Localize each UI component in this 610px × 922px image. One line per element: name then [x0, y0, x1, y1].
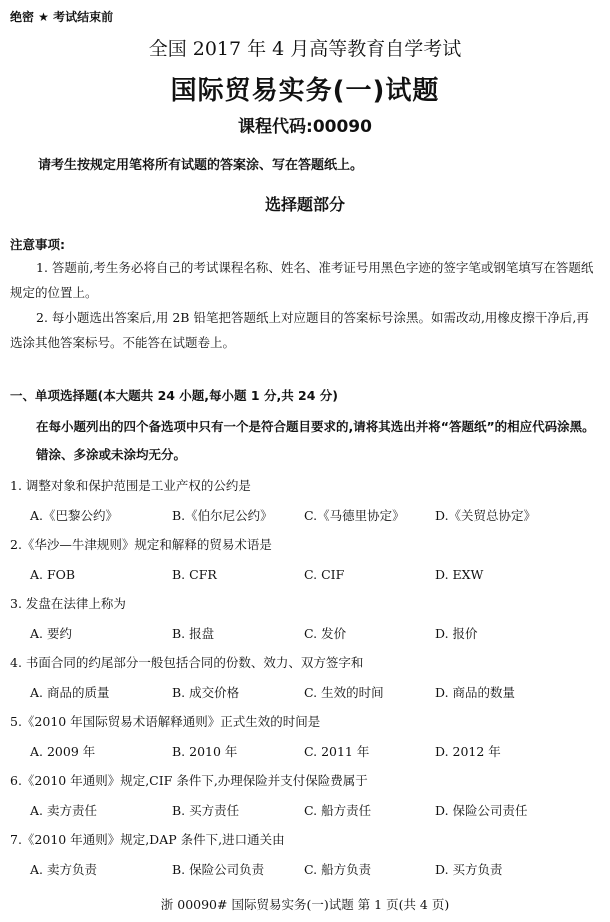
option-b: B. 2010 年	[172, 744, 238, 759]
exam-title: 全国 2017 年 4 月高等教育自学考试	[148, 38, 462, 60]
option-a: A. 要约	[30, 626, 72, 641]
option-d: D. 买方负责	[435, 862, 503, 877]
option-c: C. 船方负责	[304, 862, 372, 877]
section-instruction: 在每小题列出的四个备选项中只有一个是符合题目要求的,请将其选出并将“答题纸”的相应代码涂黑。错涂、多涂或未涂均无分。	[36, 419, 595, 462]
question-options	[10, 681, 600, 710]
option-c: C. 发价	[304, 626, 347, 641]
answer-notice: 请考生按规定用笔将所有试题的答案涂、写在答题纸上。	[38, 158, 364, 173]
attention-item-2: 2. 每小题选出答案后,用 2B 铅笔把答题纸上对应题目的答案标号涂黑。如需改动,用橡皮擦干净后,再选涂其他答案标号。不能答在试题卷上。	[10, 310, 589, 350]
question-2	[10, 533, 600, 592]
option-a: A. 卖方负责	[30, 862, 97, 877]
paper-title: 国际贸易实务(一)试题	[170, 76, 440, 106]
option-b: B. 买方责任	[172, 803, 240, 818]
question-options	[10, 858, 600, 887]
option-c: C. 生效的时间	[304, 685, 384, 700]
option-a: A. FOB	[30, 567, 76, 582]
confidential-label: 绝密 ★ 考试结束前	[10, 10, 114, 24]
option-d: D.《关贸总协定》	[435, 508, 537, 523]
question-6	[10, 769, 600, 828]
option-a: A.《巴黎公约》	[30, 508, 119, 523]
question-options	[10, 622, 600, 651]
attention-heading: 注意事项:	[10, 237, 65, 252]
option-d: D. 保险公司责任	[435, 803, 528, 818]
question-options	[10, 799, 600, 828]
question-5	[10, 710, 600, 769]
option-b: B. CFR	[172, 567, 217, 582]
question-3	[10, 592, 600, 651]
option-c: C.《马德里协定》	[304, 508, 405, 523]
option-a: A. 商品的质量	[30, 685, 110, 700]
question-stem: 6.《2010 年通则》规定,CIF 条件下,办理保险并支付保险费属于	[10, 773, 368, 788]
question-7	[10, 828, 600, 887]
option-d: D. 商品的数量	[435, 685, 516, 700]
question-1	[10, 474, 600, 533]
question-options	[10, 563, 600, 592]
question-stem: 7.《2010 年通则》规定,DAP 条件下,进口通关由	[10, 832, 285, 847]
option-d: D. 2012 年	[435, 744, 501, 759]
question-stem: 5.《2010 年国际贸易术语解释通则》正式生效的时间是	[10, 714, 321, 729]
page-footer: 浙 00090# 国际贸易实务(一)试题 第 1 页(共 4 页)	[160, 897, 450, 912]
question-options	[10, 504, 600, 533]
option-c: C. 2011 年	[304, 744, 370, 759]
option-b: B. 保险公司负责	[172, 862, 265, 877]
part-title: 选择题部分	[264, 195, 345, 214]
option-b: B. 报盘	[172, 626, 215, 641]
option-a: A. 卖方责任	[30, 803, 97, 818]
question-stem: 3. 发盘在法律上称为	[10, 596, 126, 611]
option-d: D. EXW	[435, 567, 484, 582]
question-stem: 4. 书面合同的约尾部分一般包括合同的份数、效力、双方签字和	[10, 655, 364, 670]
option-a: A. 2009 年	[30, 744, 96, 759]
attention-item-1: 1. 答题前,考生务必将自己的考试课程名称、姓名、准考证号用黑色字迹的签字笔或钢笔填写在答题纸规定的位置上。	[10, 260, 594, 300]
option-b: B. 成交价格	[172, 685, 240, 700]
question-stem: 1. 调整对象和保护范围是工业产权的公约是	[10, 478, 251, 493]
question-4	[10, 651, 600, 710]
course-code: 课程代码:00090	[238, 117, 372, 137]
question-options	[10, 740, 600, 769]
option-b: B.《伯尔尼公约》	[172, 508, 273, 523]
option-d: D. 报价	[435, 626, 478, 641]
question-stem: 2.《华沙—牛津规则》规定和解释的贸易术语是	[10, 537, 272, 552]
question-list	[10, 474, 600, 887]
option-c: C. CIF	[304, 567, 345, 582]
option-c: C. 船方责任	[304, 803, 372, 818]
section-heading: 一、单项选择题(本大题共 24 小题,每小题 1 分,共 24 分)	[10, 388, 339, 403]
